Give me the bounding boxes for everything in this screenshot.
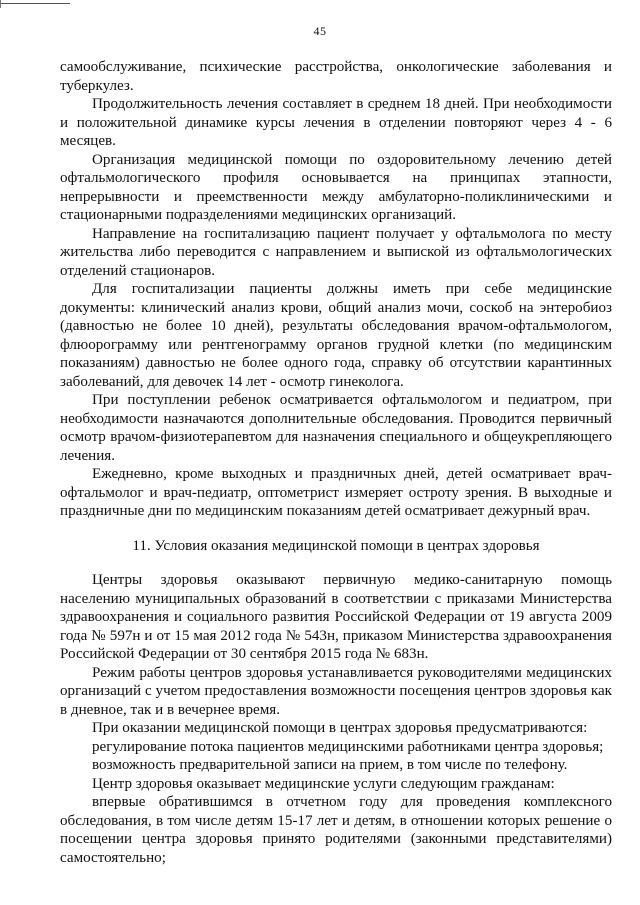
paragraph-services-intro: Центр здоровья оказывает медицинские услуги следующим гражданам: — [92, 775, 555, 792]
paragraph-organization: Организация медицинской помощи по оздоровительному лечению детей офтальмологического профиля основывается на принципах этапности, непрерывности и преемственности между амбулаторно-поликлиническими и стационарными подразделениями медицинских организаций. — [60, 151, 612, 223]
paragraph-work-schedule: Режим работы центров здоровья устанавливается руководителями медицинских организаций с учетом предоставления возможности посещения центров здоровья как в дневное, так и в вечернее время. — [60, 664, 612, 718]
page-number: 45 — [313, 24, 327, 38]
paragraph-health-centers: Центры здоровья оказывают первичную медико-санитарную помощь населению муниципальных образований в соответствии с приказами Министерства здравоохранения и социального развития Российской Федерации от 19 августа 2009 года № 597н и от 15 мая 2012 года № 543н, приказом Министерства здравоохранения Российской Федерации от 30 сентября 2015 года № 683н. — [60, 572, 612, 662]
paragraph-provisions-intro: При оказании медицинской помощи в центрах здоровья предусматриваются: — [92, 720, 588, 736]
document-body — [60, 58, 612, 867]
paragraph-first-visit: впервые обратившимся в отчетном году для проведения комплексного обследования, в том числе детям 15-17 лет и детям, в отношении которых решение о посещении центра здоровья принято родителями (законными представителями) самостоятельно; — [60, 794, 612, 866]
scan-edge-mark — [0, 0, 1, 8]
paragraph-continuation: самообслуживание, психические расстройства, онкологические заболевания и туберкулез. — [60, 59, 612, 94]
paragraph-provision-flow: регулирование потока пациентов медицинскими работниками центра здоровья; — [92, 738, 604, 755]
paragraph-provision-booking: возможность предварительной записи на прием, в том числе по телефону. — [92, 757, 568, 773]
paragraph-referral: Направление на госпитализацию пациент получает у офтальмолога по месту жительства либо переводится с направлением и выпиской из офтальмологических отделений стационаров. — [60, 225, 612, 279]
scan-edge-line — [0, 3, 70, 4]
paragraph-required-documents: Для госпитализации пациенты должны иметь при себе медицинские документы: клинический анализ крови, общий анализ мочи, соскоб на энтеробиоз (давностью не более 10 дней), результаты обследования врачом-офтальмологом, флюорограмму или рентгенограмму органов грудной клетки (по медицинским показаниям) давностью не более одного года, справку об отсутствии карантинных заболеваний, для девочек 14 лет - осмотр гинеколога. — [60, 281, 612, 390]
paragraph-admission-exam: При поступлении ребенок осматривается офтальмологом и педиатром, при необходимости назначаются дополнительные обследования. Проводится первичный осмотр врачом-физиотерапевтом для назначения специального и общеукрепляющего лечения. — [60, 392, 612, 464]
paragraph-treatment-duration: Продолжительность лечения составляет в среднем 18 дней. При необходимости и положительной динамике курсы лечения в отделении повторяют через 4 - 6 месяцев. — [60, 96, 612, 149]
paragraph-daily-exam: Ежедневно, кроме выходных и праздничных дней, детей осматривает врач-офтальмолог и врач-педиатр, оптометрист измеряет остроту зрения. В выходные и праздничные дни по медицинским показаниям детей осматривает дежурный врач. — [60, 466, 612, 519]
section-heading: 11. Условия оказания медицинской помощи в центрах здоровья — [132, 537, 540, 554]
